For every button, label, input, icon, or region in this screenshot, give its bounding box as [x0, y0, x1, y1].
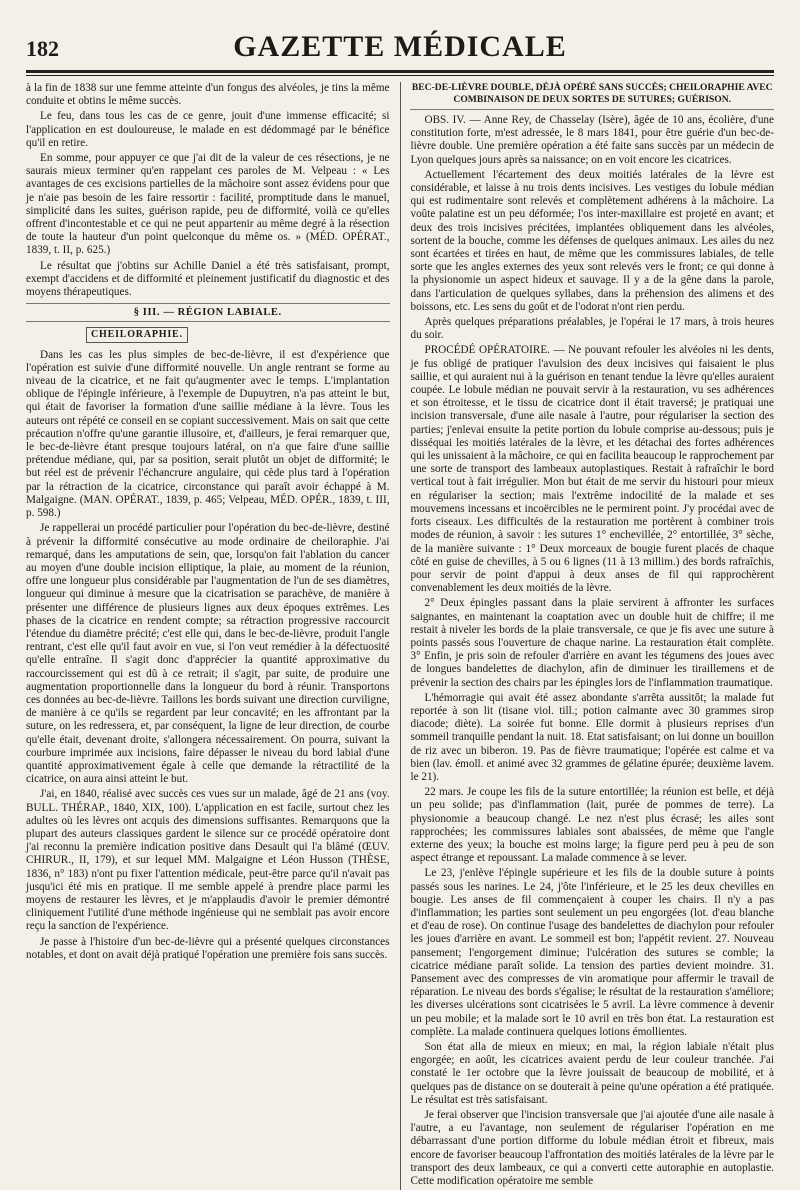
paragraph: En somme, pour appuyer ce que j'ai dit de la valeur de ces résections, je ne saurais mieux terminer qu'en rappelant ces paroles de M. Velpeau : « Les avantages de ces excisions partielles de la mâchoire sont assez évidens pour que je n'aie pas besoin de les faire ressortir : facilité, promptitude dans le manuel, simplicité dans les suites, guérison rapide, peu de difformité, voilà ce qu'elles offrent d'incontestable et ce qui ne peut appartenir au même degré à la résection de toute la hauteur d'un point quelconque du même os. » (MÉD. OPÉRAT., 1839, t. II, p. 625.) [26, 152, 390, 257]
paragraph: Son état alla de mieux en mieux; en mai, la région labiale n'était plus engorgée; en août, les cicatrices avaient perdu de leur couleur tranchée. J'ai constaté le 1er octobre que la lèvre jouissait de beaucoup de mobilité, et à quelques pas de distance on se douterait à peine qu'une opération a été pratiquée. Le résultat est très satisfaisant. [410, 1041, 774, 1106]
right-column [410, 82, 774, 1190]
paragraph: Je ferai observer que l'incision transversale que j'ai ajoutée d'une aile nasale à l'autre, a eu l'avantage, non seulement de régulariser l'opération en me débarrassant d'une portion difforme du lobule médian étroit et fibreux, mais encore de favoriser beaucoup l'affrontation des moitiés latérales de la lèvre par le transport des deux lambeaux, ce qui a converti cette autoraphie en autoplastie. Cette modification opératoire me semble [410, 1109, 774, 1188]
paragraph: L'hémorragie qui avait été assez abondante s'arrêta aussitôt; la malade fut reportée à son lit (tisane viol. till.; potion calmante avec 30 grammes sirop diacode; diète). La soirée fut bonne. Elle dormit à plusieurs reprises d'un sommeil tranquille pendant la nuit. 18. Etat satisfaisant; on lui donne un bouillon de riz avec un biberon. 19. Pas de fièvre traumatique; l'opérée est calme et va bien (lav. émoll. et animé avec 32 grammes de gélatine épurée; deuxième lavem. le 21). [410, 691, 774, 783]
section-heading: § III. — RÉGION LABIALE. [26, 303, 390, 322]
paragraph: à la fin de 1838 sur une femme atteinte d'un fongus des alvéoles, je tins la même conduite et obtins le même succès. [26, 82, 390, 108]
page-number: 182 [26, 36, 59, 61]
column-divider [400, 82, 401, 1190]
paragraph: 22 mars. Je coupe les fils de la suture entortillée; la réunion est belle, et déjà un peu solide; pas d'inflammation (lait, purée de pommes de terre). La physionomie a beaucoup changé. Le nez n'est plus écrasé; les ailes sont rapprochées; les commissures labiales sont abaissées, de même que l'angle externe des yeux; la bouche est moins large; la figure perd peu à peu de son aspect étrange et repoussant. La malade commence à se lever. [410, 786, 774, 865]
case-heading: BEC-DE-LIÈVRE DOUBLE, DÉJÀ OPÉRÉ SANS SUCCÈS; CHEILORAPHIE AVEC COMBINAISON DE DEUX SORTES DE SUTURES; GUÉRISON. [410, 82, 774, 110]
paragraph: Dans les cas les plus simples de bec-de-lièvre, il est d'expérience que l'opération est suivie d'une difformité nouvelle. Un angle rentrant se forme au niveau de la cicatrice, et ne fait qu'augmenter avec le temps. L'implantation oblique de l'épingle inférieure, à l'exemple de Dupuytren, n'a pas atteint le but, qui était de favoriser la formation d'une saillie médiane à la lèvre. Tous les auteurs ont répété ce conseil en se copiant successivement. Mais on sait que cette précaution n'offre qu'une garantie illusoire, et, d'ailleurs, je ferai remarquer que, le bec-de-lièvre étant presque toujours latéral, on n'a que faire d'une saillie prétendue médiane, qui, par sa position, serait plutôt un objet de difformité; le but réel est de prévenir l'échancrure angulaire, qui cède plus tard à l'opération par la rétraction de la cicatrice, circonstance qui paraît avoir échappé à M. Malgaigne. (MAN. OPÉRAT., 1839, p. 465; Velpeau, MÉD. OPÉR., 1839, t. III, p. 598.) [26, 348, 390, 520]
paragraph: Actuellement l'écartement des deux moitiés latérales de la lèvre est considérable, et laisse à nu trois dents incisives. Les vestiges du lobule médian qui est rudimentaire sont relevés et complètement adhérens à la mâchoire. La voûte palatine est un peu déformée; l'os inter-maxillaire est projeté en avant; et deux des trois incisives précitées, implantées obliquement dans les alvéoles, sortent de la bouche, comme les défenses de quelques animaux. Les ailes du nez sont écartées et tirées en haut, de même que les commissures labiales, de telle sorte que les angles externes des yeux sont relevés vers le front; ce qui donne à la physionomie un aspect hideux et sauvage. Il y a de la gêne dans la parole, dans l'articulation de quelques syllabes, dans la préhension des alimens et des boissons, etc. Les sens du goût et de l'odorat n'ont rien perdu. [410, 168, 774, 313]
page-header [26, 30, 774, 66]
paragraph: Le 23, j'enlève l'épingle supérieure et les fils de la double suture à points passés sous les narines. Le 24, j'ôte l'inférieure, et le 25 les deux chevilles en bougie. Les anses de fil commençaient à couper les chairs. Il n'y a pas d'inflammation; les parties sont seulement un peu engorgées (lot. d'eau blanche et d'eau de rose). On continue l'usage des bandelettes de diachylon pour refouler les joues d'arrière en avant. Le sommeil est bon; l'appétit revient. 27. Nouveau pansement; l'engorgement diminue; l'ulcération des sutures se comble; la cicatrice médiane paraît solide. La tension des parties devient moindre. 31. Pansement avec des compresses de vin aromatique pour affermir le travail de réparation. Le niveau des bords s'égalise; le résultat de la restauration s'améliore; les diverses ulcérations sont cicatrisées le 5 avril. La lèvre commence à devenir un peu mobile; et la malade sort le 10 avril en très bon état. La restauration est complète. La malade continuera quelques lotions émollientes. [410, 867, 774, 1038]
paragraph: PROCÉDÉ OPÉRATOIRE. — Ne pouvant refouler les alvéoles ni les dents, je fus obligé de pratiquer l'avulsion des deux incisives qui faisaient le plus saillie, et qui auraient nui à la guérison en tenant tendue la lèvre qu'elles auraient coupée. Le lobule médian ne pouvait servir à la restauration, vu ses adhérences et son étroitesse, et le tissu de cicatrice dont il était traversé; je pratiquai une incision transversale, d'une aile nasale à l'autre, pour régulariser la section des parties; j'enlevai ensuite la petite portion du lobule comprise au-dessous; puis je disséquai les moitiés latérales de la lèvre, et les détachai des fortes adhérences qui les unissaient à la mâchoire, ce qui en facilita beaucoup le rapprochement par une sorte de transport des lambeaux autoplastiques. Restait à rafraîchir le bord vertical tout à fait irrégulier. Mon but était de me servir du histouri pour mieux en régulariser la section; mais l'extrême indocilité de la malade et ses mouvemens incessans et incoërcibles ne le permirent point. J'y procédai avec de forts ciseaux. Les difficultés de la restauration me portèrent à combiner trois modes de réunion, à savoir : les sutures 1° enchevillée, 2° entortillée, 3° sèche, de la manière suivante : 1° Deux morceaux de bougie furent placés de chaque côté en guise de chevilles, à 5 ou 6 lignes (11 à 13 millim.) des bords rafraîchis, pour servir de point d'appui à deux anses de fil qui rapprochèrent convenablement les deux moitiés de la lèvre. [410, 344, 774, 595]
paragraph: Je passe à l'histoire d'un bec-de-lièvre qui a présenté quelques circonstances notables, et dont on avait déjà pratiqué l'opération une première fois sans succès. [26, 935, 390, 961]
paragraph: Je rappellerai un procédé particulier pour l'opération du bec-de-lièvre, destiné à prévenir la difformité consécutive au mode ordinaire de cheiloraphie. J'ai remarqué, dans les amputations de sein, que, lorsqu'on fait l'ablation du cancer au moyen d'une double incision elliptique, la plaie, au moment de la réunion, offre une longueur plus considérable par l'augmentation de l'un de ses diamètres, longueur qui diminue à mesure que la cicatrisation se parachève, de manière à présenter une différence de plusieurs lignes aux deux époques extrêmes. Les phases de la cicatrice en rendent compte; sa rétraction progressive raccourcit l'étendue du diamètre précité; c'est elle qui, dans le bec-de-lièvre, produit l'angle rentrant, c'est elle qu'il faut avoir en vue, si l'on veut remédier à la défectuosité qu'elle entraîne. Il s'agit donc d'apprécier la quantité approximative du raccourcissement qui est dû à ce retrait; il s'agit, par suite, de produire une augmentation proportionnelle dans la longueur du bord à réunir. Transportons ces données au bec-de-lièvre. Taillons les bords suivant une direction curviligne, de manière à ce qu'ils se regardent par leur concavité; en les affrontant par la suture, on les redressera, et, par conséquent, la ligne de leur direction, de courbe qu'elle était, devenant droite, s'allongera nécessairement. On pourra, suivant la courbure imprimée aux incisions, faire dépasser le niveau du bord labial d'une quantité approximativement égale à celle que demande la rétractilité de la cicatrice, on aura ainsi atteint le but. [26, 522, 390, 786]
paragraph: Le résultat que j'obtins sur Achille Daniel a été très satisfaisant, prompt, exempt d'accidens et de difformité et pleinement justificatif du diagnostic et des moyens thérapeutiques. [26, 259, 390, 299]
paragraph: OBS. IV. — Anne Rey, de Chasselay (Isère), âgée de 10 ans, écolière, d'une constitution forte, m'est adressée, le 8 mars 1841, pour être guérie d'un bec-de-lièvre double. Une première opération a été faite sans succès par un médecin de Lyon quelques jours après sa naissance; on en voit encore les cicatrices. [410, 114, 774, 166]
paragraph: 2° Deux épingles passant dans la plaie servirent à affronter les surfaces saignantes, en maintenant la coaptation avec un double huit de chiffre; il me restait à niveler les bords de la plaie transversale, ce que je fis avec une suture à points passés sous l'ouverture de chaque narine. La restauration était complète. 3° Enfin, je pris soin de refouler d'arrière en avant les tégumens des joues avec de longues bandelettes de diachylon, afin de diminuer les tiraillemens et de prévenir la section des chairs par les épingles lors de l'inflammation traumatique. [410, 597, 774, 689]
header-rule [26, 70, 774, 76]
subsection-heading: CHEILORAPHIE. [86, 327, 188, 342]
paragraph: Le feu, dans tous les cas de ce genre, jouit d'une immense efficacité; si l'application en est douloureuse, le malade en est dédommagé par le bénéfice qu'il en retire. [26, 110, 390, 149]
paragraph: J'ai, en 1840, réalisé avec succès ces vues sur un malade, âgé de 21 ans (voy. BULL. THÉRAP., 1840, XIX, 100). L'application en est facile, surtout chez les adultes où les lèvres ont acquis des dimensions suffisantes. Remarquons que la plupart des auteurs classiques gardent le silence sur ce procédé opératoire dont j'ai reconnu la première indication positive dans Desault qui l'a blâmé (ŒUV. CHIRUR., II, 179), et sur lequel MM. Malgaigne et Léon Husson (THÈSE, 1836, n° 183) n'ont pu fixer l'attention médicale, peut-être parce qu'il n'avait pas jusqu'ici été mis en pratique. Il me semble appelé à prendre place parmi les moyens de restaurer les lèvres, et je m'applaudis d'avoir le premier démontré cliniquement l'utilité d'une méthode ingénieuse qui ne semblait pas avoir encore reçu la sanction de l'expérience. [26, 788, 390, 933]
left-column [26, 82, 390, 1190]
journal-title: GAZETTE MÉDICALE [233, 30, 567, 63]
paragraph: Après quelques préparations préalables, je l'opérai le 17 mars, à trois heures du soir. [410, 316, 774, 342]
two-column-body [26, 82, 774, 1190]
